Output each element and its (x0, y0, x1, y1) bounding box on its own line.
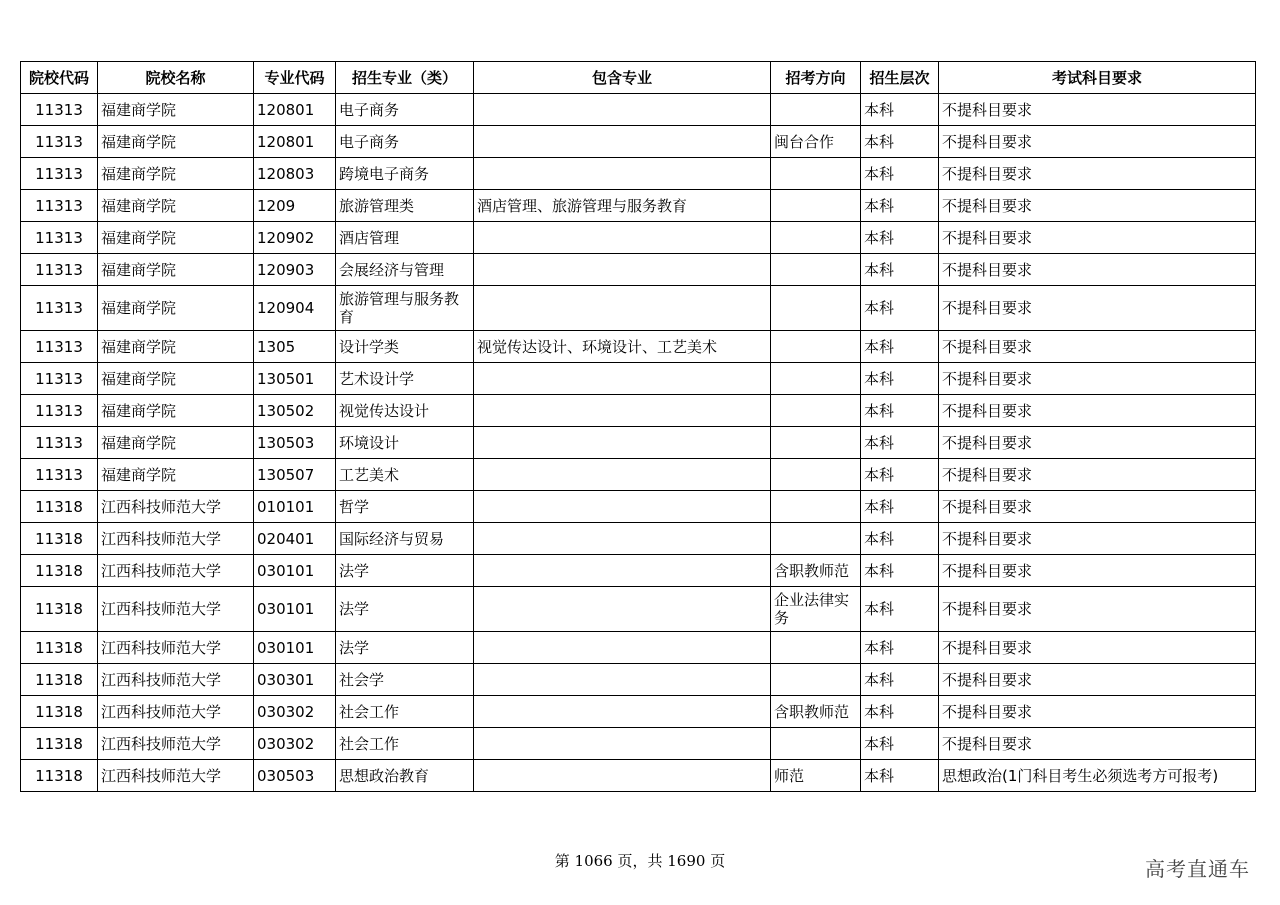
table-cell: 设计学类 (336, 331, 474, 363)
table-cell: 酒店管理、旅游管理与服务教育 (474, 190, 771, 222)
table-cell: 思想政治(1门科目考生必须选考方可报考) (939, 760, 1256, 792)
table-body (21, 94, 1256, 792)
table-cell: 江西科技师范大学 (98, 523, 254, 555)
table-cell (474, 632, 771, 664)
table-row (21, 222, 1256, 254)
table-cell: 福建商学院 (98, 331, 254, 363)
table-cell: 11318 (21, 632, 98, 664)
table-cell: 福建商学院 (98, 254, 254, 286)
table-cell: 跨境电子商务 (336, 158, 474, 190)
table-cell: 11313 (21, 459, 98, 491)
table-cell (771, 459, 861, 491)
table-cell: 030101 (254, 632, 336, 664)
table-cell: 福建商学院 (98, 286, 254, 331)
table-cell: 本科 (861, 459, 939, 491)
table-cell: 11318 (21, 696, 98, 728)
table-cell: 不提科目要求 (939, 254, 1256, 286)
table-cell: 江西科技师范大学 (98, 728, 254, 760)
table-row (21, 254, 1256, 286)
table-cell: 旅游管理类 (336, 190, 474, 222)
admissions-table (20, 61, 1256, 792)
table-cell: 福建商学院 (98, 126, 254, 158)
table-cell: 工艺美术 (336, 459, 474, 491)
table-cell (474, 696, 771, 728)
table-cell: 本科 (861, 728, 939, 760)
table-cell: 11313 (21, 427, 98, 459)
table-cell (771, 395, 861, 427)
table-cell: 酒店管理 (336, 222, 474, 254)
table-cell: 11313 (21, 254, 98, 286)
table-cell: 不提科目要求 (939, 158, 1256, 190)
table-cell: 福建商学院 (98, 222, 254, 254)
table-cell (474, 158, 771, 190)
table-cell (771, 286, 861, 331)
table-cell (771, 728, 861, 760)
table-cell: 社会工作 (336, 728, 474, 760)
column-header: 院校代码 (21, 62, 98, 94)
table-cell: 福建商学院 (98, 190, 254, 222)
table-cell: 1209 (254, 190, 336, 222)
table-cell: 江西科技师范大学 (98, 555, 254, 587)
table-cell: 11313 (21, 331, 98, 363)
table-cell (771, 158, 861, 190)
table-cell: 福建商学院 (98, 459, 254, 491)
table-cell: 130507 (254, 459, 336, 491)
table-cell: 本科 (861, 331, 939, 363)
column-header: 包含专业 (474, 62, 771, 94)
table-cell: 环境设计 (336, 427, 474, 459)
table-cell: 本科 (861, 587, 939, 632)
watermark-text: 高考直通车 (1145, 857, 1250, 881)
table-cell: 本科 (861, 254, 939, 286)
table-cell (474, 363, 771, 395)
table-cell (771, 190, 861, 222)
table-cell: 不提科目要求 (939, 331, 1256, 363)
table-row (21, 395, 1256, 427)
table-cell: 120903 (254, 254, 336, 286)
page-number: 第 1066 页，共 1690 页 (554, 852, 726, 870)
table-row (21, 126, 1256, 158)
table-cell (771, 427, 861, 459)
column-header: 专业代码 (254, 62, 336, 94)
table-cell: 不提科目要求 (939, 363, 1256, 395)
table-cell: 本科 (861, 126, 939, 158)
table-cell: 11313 (21, 190, 98, 222)
table-cell (771, 491, 861, 523)
table-cell: 法学 (336, 587, 474, 632)
table-cell (771, 363, 861, 395)
table-cell (474, 728, 771, 760)
table-cell: 不提科目要求 (939, 555, 1256, 587)
table-cell: 不提科目要求 (939, 222, 1256, 254)
table-row (21, 331, 1256, 363)
table-cell: 国际经济与贸易 (336, 523, 474, 555)
table-cell: 11318 (21, 760, 98, 792)
table-cell: 视觉传达设计、环境设计、工艺美术 (474, 331, 771, 363)
table-cell: 不提科目要求 (939, 728, 1256, 760)
table-cell: 福建商学院 (98, 395, 254, 427)
table-cell: 江西科技师范大学 (98, 587, 254, 632)
table-cell: 不提科目要求 (939, 459, 1256, 491)
table-row (21, 523, 1256, 555)
table-cell: 江西科技师范大学 (98, 632, 254, 664)
table-cell: 福建商学院 (98, 363, 254, 395)
table-row (21, 190, 1256, 222)
table-row (21, 696, 1256, 728)
table-cell: 法学 (336, 632, 474, 664)
table-cell: 不提科目要求 (939, 632, 1256, 664)
table-cell (771, 222, 861, 254)
table-cell: 社会学 (336, 664, 474, 696)
table-cell: 不提科目要求 (939, 427, 1256, 459)
table-cell: 法学 (336, 555, 474, 587)
table-row (21, 760, 1256, 792)
table-cell: 11318 (21, 491, 98, 523)
column-header: 院校名称 (98, 62, 254, 94)
table-cell: 企业法律实务 (771, 587, 861, 632)
table-cell: 11313 (21, 395, 98, 427)
table-cell: 010101 (254, 491, 336, 523)
table-cell: 艺术设计学 (336, 363, 474, 395)
table-row (21, 459, 1256, 491)
table-cell (771, 664, 861, 696)
table-cell: 11313 (21, 126, 98, 158)
table-cell (474, 664, 771, 696)
table-cell: 11318 (21, 555, 98, 587)
table-cell: 不提科目要求 (939, 523, 1256, 555)
table-cell: 11313 (21, 94, 98, 126)
column-header: 招考方向 (771, 62, 861, 94)
table-cell: 不提科目要求 (939, 395, 1256, 427)
table-cell: 本科 (861, 222, 939, 254)
table-cell: 本科 (861, 760, 939, 792)
table-row (21, 728, 1256, 760)
table-cell (474, 427, 771, 459)
column-header: 招生专业（类） (336, 62, 474, 94)
table-cell: 11313 (21, 286, 98, 331)
table-cell (771, 94, 861, 126)
table-cell: 本科 (861, 427, 939, 459)
table-cell: 020401 (254, 523, 336, 555)
table-cell: 本科 (861, 555, 939, 587)
table-cell (771, 331, 861, 363)
table-cell: 本科 (861, 632, 939, 664)
table-cell: 本科 (861, 696, 939, 728)
table-cell: 120801 (254, 126, 336, 158)
table-cell: 江西科技师范大学 (98, 696, 254, 728)
table-cell: 不提科目要求 (939, 94, 1256, 126)
table-cell (474, 587, 771, 632)
table-cell (474, 286, 771, 331)
table-cell (474, 126, 771, 158)
table-cell: 030101 (254, 555, 336, 587)
table-cell: 旅游管理与服务教育 (336, 286, 474, 331)
table-cell: 师范 (771, 760, 861, 792)
table-cell: 会展经济与管理 (336, 254, 474, 286)
table-cell: 福建商学院 (98, 158, 254, 190)
table-cell: 本科 (861, 158, 939, 190)
table-cell: 不提科目要求 (939, 587, 1256, 632)
table-cell: 11313 (21, 158, 98, 190)
table-cell: 电子商务 (336, 126, 474, 158)
table-cell (771, 523, 861, 555)
table-cell: 本科 (861, 363, 939, 395)
table-cell: 哲学 (336, 491, 474, 523)
table-row (21, 664, 1256, 696)
table-cell: 不提科目要求 (939, 126, 1256, 158)
table-header-row (21, 62, 1256, 94)
table-cell: 不提科目要求 (939, 696, 1256, 728)
column-header: 考试科目要求 (939, 62, 1256, 94)
table-row (21, 427, 1256, 459)
table-cell: 本科 (861, 395, 939, 427)
table-cell (474, 459, 771, 491)
table-cell (474, 760, 771, 792)
table-cell: 120904 (254, 286, 336, 331)
table-cell: 11318 (21, 587, 98, 632)
table-cell: 闽台合作 (771, 126, 861, 158)
table-cell: 本科 (861, 523, 939, 555)
table-cell: 130503 (254, 427, 336, 459)
table-row (21, 363, 1256, 395)
table-cell (474, 254, 771, 286)
table-cell: 江西科技师范大学 (98, 760, 254, 792)
table-cell (771, 632, 861, 664)
table-cell: 本科 (861, 286, 939, 331)
column-header: 招生层次 (861, 62, 939, 94)
table-cell: 江西科技师范大学 (98, 664, 254, 696)
table-cell (474, 222, 771, 254)
table-row (21, 158, 1256, 190)
table-cell: 1305 (254, 331, 336, 363)
table-cell: 思想政治教育 (336, 760, 474, 792)
table-cell: 含职教师范 (771, 696, 861, 728)
table-row (21, 632, 1256, 664)
table-cell: 含职教师范 (771, 555, 861, 587)
table-cell (474, 395, 771, 427)
table-cell: 电子商务 (336, 94, 474, 126)
table-cell: 不提科目要求 (939, 286, 1256, 331)
table-cell (474, 491, 771, 523)
table-cell: 本科 (861, 664, 939, 696)
table-cell: 030302 (254, 728, 336, 760)
table-cell: 本科 (861, 491, 939, 523)
table-cell: 030301 (254, 664, 336, 696)
table-cell: 社会工作 (336, 696, 474, 728)
table-cell: 不提科目要求 (939, 491, 1256, 523)
table-cell: 本科 (861, 94, 939, 126)
table-cell: 11318 (21, 523, 98, 555)
table-row (21, 555, 1256, 587)
table-cell (474, 94, 771, 126)
table-cell: 030101 (254, 587, 336, 632)
table-cell (771, 254, 861, 286)
table-row (21, 286, 1256, 331)
table-cell (474, 523, 771, 555)
table-row (21, 587, 1256, 632)
table-row (21, 491, 1256, 523)
table-cell: 120902 (254, 222, 336, 254)
table-cell: 130501 (254, 363, 336, 395)
table-cell: 11318 (21, 664, 98, 696)
table-cell: 福建商学院 (98, 427, 254, 459)
table-cell: 030302 (254, 696, 336, 728)
table-cell: 120801 (254, 94, 336, 126)
table-cell: 视觉传达设计 (336, 395, 474, 427)
table-cell: 福建商学院 (98, 94, 254, 126)
table-cell: 11313 (21, 363, 98, 395)
table-cell: 江西科技师范大学 (98, 491, 254, 523)
table-row (21, 94, 1256, 126)
table-cell: 11318 (21, 728, 98, 760)
table-cell: 不提科目要求 (939, 190, 1256, 222)
table-cell: 130502 (254, 395, 336, 427)
table-cell (474, 555, 771, 587)
table-cell: 不提科目要求 (939, 664, 1256, 696)
table-cell: 本科 (861, 190, 939, 222)
table-cell: 120803 (254, 158, 336, 190)
table-cell: 11313 (21, 222, 98, 254)
table-cell: 030503 (254, 760, 336, 792)
